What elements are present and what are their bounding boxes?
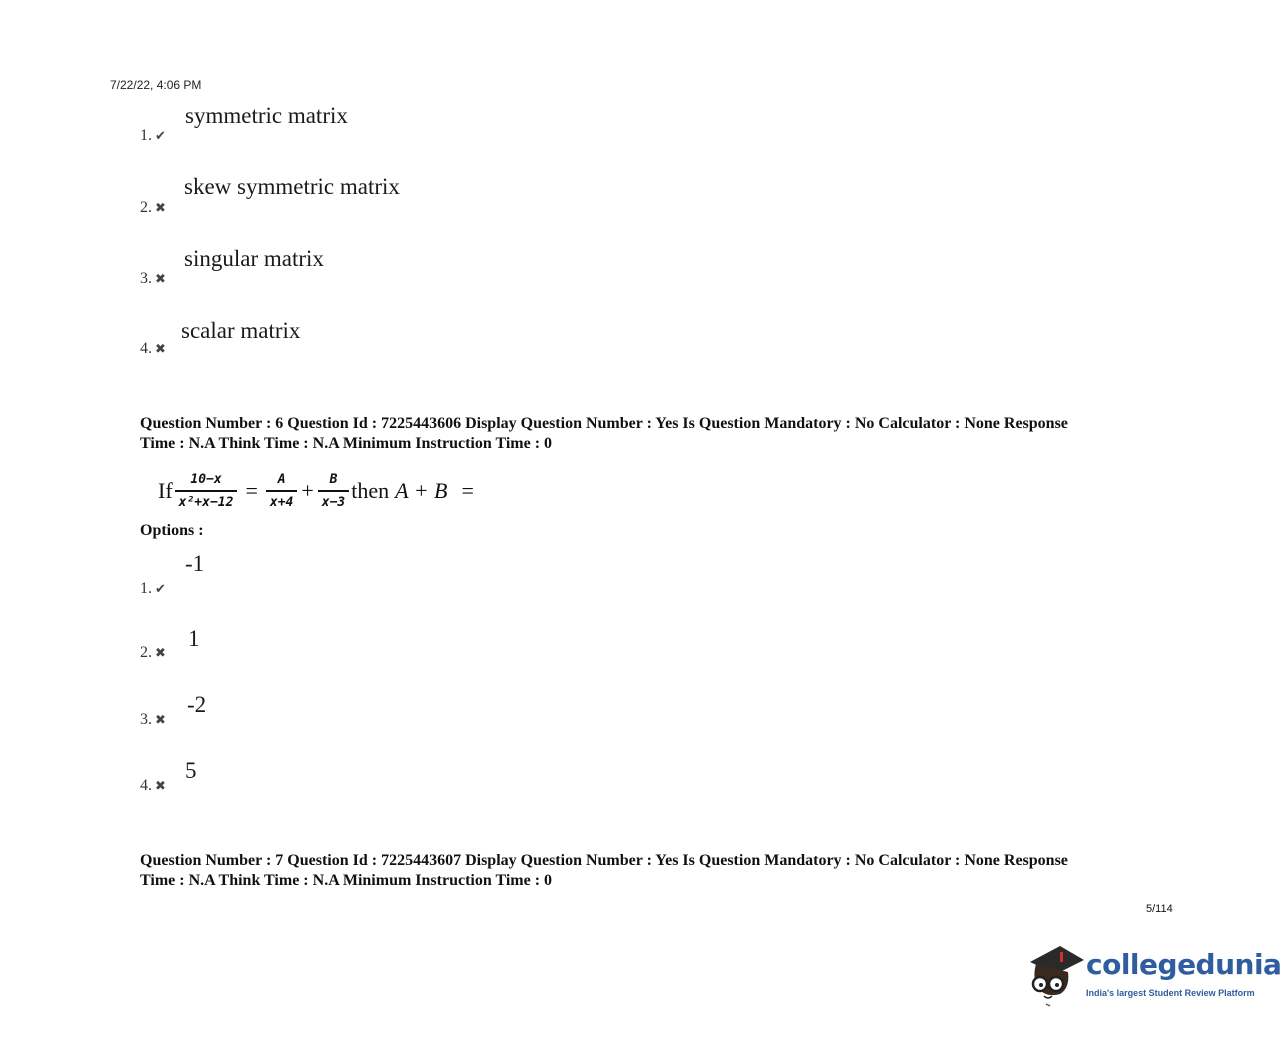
fraction-3-denominator: x−3 xyxy=(318,490,349,510)
option-number: 3. xyxy=(140,711,152,728)
check-icon: ✔ xyxy=(155,129,166,144)
equation-lead: If xyxy=(158,478,173,503)
option-number: 1. xyxy=(140,127,152,144)
fraction-2-denominator: x+4 xyxy=(266,490,297,510)
fraction-1 xyxy=(175,472,238,510)
fraction-2-numerator: A xyxy=(277,472,286,487)
fraction-2 xyxy=(266,472,297,510)
fraction-3 xyxy=(318,472,349,510)
q6-option-3-text: -2 xyxy=(187,692,207,717)
q6-option-4-marker xyxy=(140,777,166,795)
option-number: 4. xyxy=(140,340,152,357)
prev-option-1-marker xyxy=(140,127,166,145)
prev-option-4-text: scalar matrix xyxy=(181,318,301,343)
option-number: 2. xyxy=(140,644,152,661)
collegedunia-logo[interactable] xyxy=(1026,940,1282,1010)
cross-icon: ✖ xyxy=(155,779,166,794)
q6-option-2-text: 1 xyxy=(188,626,200,651)
question-6-meta xyxy=(140,414,1180,454)
equation-expression: A + B xyxy=(395,478,448,503)
logo-tagline: India's largest Student Review Platform xyxy=(1086,988,1255,998)
fraction-3-numerator: B xyxy=(329,472,338,487)
print-timestamp: 7/22/22, 4:06 PM xyxy=(110,78,202,92)
question-6-equation xyxy=(158,466,480,516)
prev-option-2-marker xyxy=(140,199,166,217)
fraction-1-denominator: x²+x−12 xyxy=(175,490,238,510)
options-label: Options : xyxy=(140,522,204,539)
prev-option-4-marker xyxy=(140,340,166,358)
check-icon: ✔ xyxy=(155,582,166,597)
q6-option-1-text: -1 xyxy=(185,551,205,576)
equation-then: then xyxy=(351,478,390,503)
option-number: 2. xyxy=(140,199,152,216)
mascot-icon xyxy=(1026,940,1086,1010)
question-6-meta-line1: Question Number : 6 Question Id : 7225443606 Display Question Number : Yes Is Question Mandatory : No Calculator : None Response xyxy=(140,415,1068,432)
question-7-meta-line2: Time : N.A Think Time : N.A Minimum Instruction Time : 0 xyxy=(140,872,553,889)
q6-option-1-marker xyxy=(140,580,166,598)
option-number: 4. xyxy=(140,777,152,794)
question-7-meta-line1: Question Number : 7 Question Id : 7225443607 Display Question Number : Yes Is Question Mandatory : No Calculator : None Response xyxy=(140,852,1068,869)
option-number: 1. xyxy=(140,580,152,597)
question-7-meta xyxy=(140,851,1180,891)
prev-option-3-text: singular matrix xyxy=(184,246,324,271)
option-number: 3. xyxy=(140,270,152,287)
cross-icon: ✖ xyxy=(155,342,166,357)
logo-wordmark: collegedunia xyxy=(1086,948,1282,981)
question-6-meta-line2: Time : N.A Think Time : N.A Minimum Instruction Time : 0 xyxy=(140,435,553,452)
q6-option-3-marker xyxy=(140,711,166,729)
cross-icon: ✖ xyxy=(155,272,166,287)
prev-option-1-text: symmetric matrix xyxy=(185,103,348,128)
equals-sign-2: = xyxy=(461,478,474,503)
cross-icon: ✖ xyxy=(155,646,166,661)
cross-icon: ✖ xyxy=(155,201,166,216)
cross-icon: ✖ xyxy=(155,713,166,728)
equals-sign: = xyxy=(245,478,258,503)
q6-option-2-marker xyxy=(140,644,166,662)
q6-option-4-text: 5 xyxy=(185,758,197,783)
page-number: 5/114 xyxy=(1146,903,1173,915)
prev-option-2-text: skew symmetric matrix xyxy=(184,174,400,199)
fraction-1-numerator: 10−x xyxy=(190,472,222,487)
plus-sign: + xyxy=(301,478,314,503)
prev-option-3-marker xyxy=(140,270,166,288)
